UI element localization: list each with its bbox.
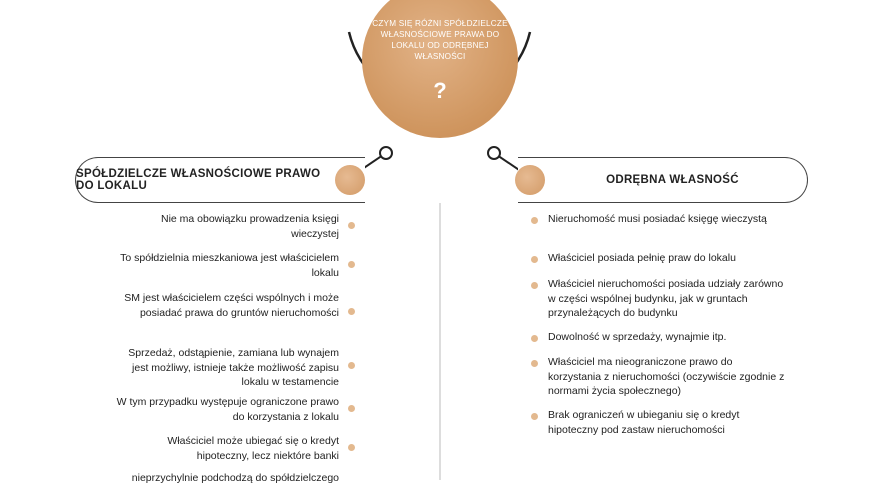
left-bullet [348, 222, 355, 229]
right-bullet [531, 413, 538, 420]
left-bullet [348, 261, 355, 268]
left-item: W tym przypadku występuje ograniczone prawo do korzystania z lokalu [116, 396, 339, 423]
right-item: Właściciel posiada pełnię praw do lokalu [548, 252, 736, 264]
left-item: nieprzychylnie podchodzą do spółdzielczego [131, 472, 339, 484]
right-knob [515, 165, 545, 195]
question-text: CZYM SIĘ RÓŻNI SPÓŁDZIELCZE WŁASNOŚCIOWE PRAWA DO LOKALU OD ODRĘBNEJ WŁASNOŚCI [372, 19, 508, 61]
right-heading-pill [518, 157, 808, 203]
right-item: Właściciel ma nieograniczone prawo do korzystania z nieruchomości (oczywiście zgodnie z normami życia społecznego) [548, 356, 785, 397]
right-bullet [531, 217, 538, 224]
right-bullet [531, 282, 538, 289]
left-item: Nie ma obowiązku prowadzenia księgi wieczystej [160, 213, 339, 240]
question-mark: ? [433, 78, 447, 103]
right-item: Nieruchomość musi posiadać księgę wieczystą [548, 213, 767, 225]
right-item: Brak ograniczeń w ubieganiu się o kredyt hipoteczny pod zastaw nieruchomości [548, 409, 740, 436]
connector-node-right [488, 147, 500, 159]
right-bullet [531, 360, 538, 367]
left-heading-pill [75, 157, 365, 203]
left-bullet [348, 362, 355, 369]
left-item: Sprzedaż, odstąpienie, zamiana lub wynajem jest możliwy, istnieje także możliwość zapisu lokalu w testamencie [128, 347, 339, 388]
left-bullet [348, 308, 355, 315]
right-heading: ODRĘBNA WŁASNOŚĆ [606, 174, 739, 186]
left-bullet [348, 405, 355, 412]
connector-node-left [380, 147, 392, 159]
left-item: Właściciel może ubiegać się o kredyt hipoteczny, lecz niektóre banki [167, 435, 339, 462]
right-item: Właściciel nieruchomości posiada udziały zarówno w części wspólnej budynku, jak w gruntach przynależących do budynku [548, 278, 784, 319]
left-item: To spółdzielnia mieszkaniowa jest właścicielem lokalu [120, 252, 339, 279]
right-item: Dowolność w sprzedaży, wynajmie itp. [548, 331, 727, 343]
right-bullet [531, 335, 538, 342]
left-heading: SPÓŁDZIELCZE WŁASNOŚCIOWE PRAWO DO LOKALU [76, 168, 321, 192]
left-item: SM jest właścicielem części wspólnych i może posiadać prawa do gruntów nieruchomości [124, 292, 339, 319]
left-bullet [348, 444, 355, 451]
left-knob [335, 165, 365, 195]
right-bullet [531, 256, 538, 263]
